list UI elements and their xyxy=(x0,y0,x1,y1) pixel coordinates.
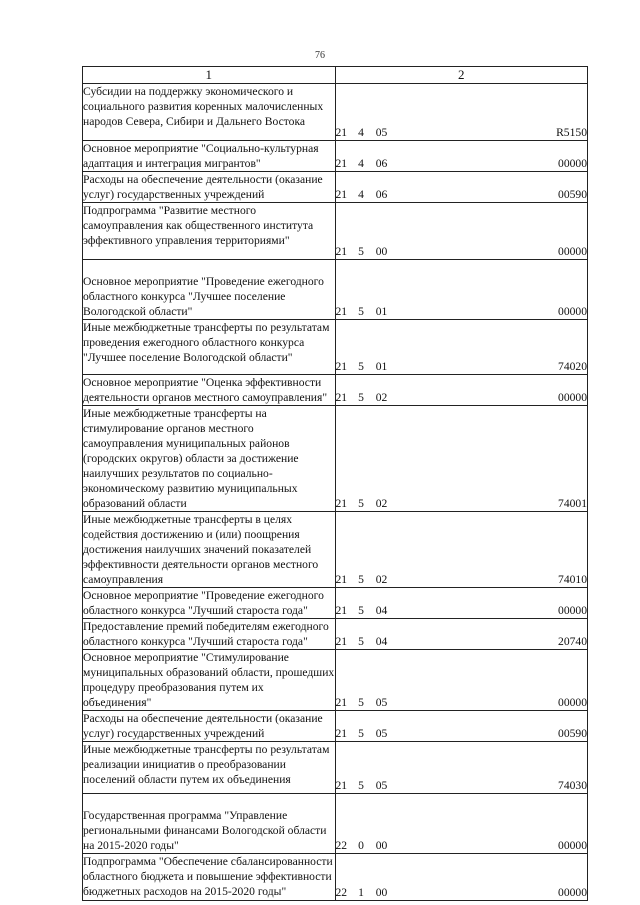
code-activity: 05 xyxy=(375,696,388,709)
table-row xyxy=(83,375,588,406)
row-codes xyxy=(335,794,588,854)
code-direction: 00000 xyxy=(558,391,587,404)
code-subprogram: 5 xyxy=(358,245,364,258)
code-direction: 00000 xyxy=(558,245,587,258)
code-group xyxy=(336,359,588,374)
code-direction: 00000 xyxy=(558,696,587,709)
code-activity: 01 xyxy=(375,305,388,318)
code-activity: 05 xyxy=(375,779,388,792)
code-subprogram: 5 xyxy=(358,696,364,709)
code-activity: 02 xyxy=(375,391,388,404)
code-program: 21 xyxy=(335,360,348,373)
code-direction: 00590 xyxy=(558,188,587,201)
code-direction: 74030 xyxy=(558,779,587,792)
code-program: 21 xyxy=(335,696,348,709)
table-row xyxy=(83,172,588,203)
code-direction: 74001 xyxy=(558,497,587,510)
code-group xyxy=(336,634,588,649)
row-codes xyxy=(335,588,588,619)
row-codes xyxy=(335,742,588,794)
code-program: 21 xyxy=(335,604,348,617)
code-program: 21 xyxy=(335,779,348,792)
code-direction: 74020 xyxy=(558,360,587,373)
code-subprogram: 5 xyxy=(358,779,364,792)
table-row xyxy=(83,141,588,172)
code-group xyxy=(336,244,588,259)
code-group xyxy=(336,695,588,710)
code-program: 21 xyxy=(335,727,348,740)
table-row xyxy=(83,854,588,901)
code-direction: 00590 xyxy=(558,727,587,740)
row-description: Основное мероприятие "Социально-культурная адаптация и интеграция мигрантов" xyxy=(83,141,336,172)
code-group xyxy=(336,572,588,587)
row-description: Субсидии на поддержку экономического и социального развития коренных малочисленных народов Севера, Сибири и Дальнего Востока xyxy=(83,84,336,141)
table-row xyxy=(83,320,588,375)
table-row xyxy=(83,84,588,141)
code-group xyxy=(336,778,588,793)
header-col-1: 1 xyxy=(83,67,336,84)
code-subprogram: 5 xyxy=(358,497,364,510)
row-codes xyxy=(335,650,588,711)
code-subprogram: 5 xyxy=(358,604,364,617)
row-codes xyxy=(335,203,588,260)
row-codes xyxy=(335,711,588,742)
table-row xyxy=(83,260,588,320)
code-group xyxy=(336,187,588,202)
code-subprogram: 4 xyxy=(358,126,364,139)
row-description: Основное мероприятие "Проведение ежегодного областного конкурса "Лучшее поселение Вологодской области" xyxy=(83,260,336,320)
row-codes xyxy=(335,141,588,172)
row-codes xyxy=(335,172,588,203)
row-codes xyxy=(335,320,588,375)
code-program: 21 xyxy=(335,391,348,404)
code-direction: 00000 xyxy=(558,157,587,170)
code-program: 22 xyxy=(335,886,348,899)
row-codes xyxy=(335,854,588,901)
code-activity: 02 xyxy=(375,497,388,510)
code-subprogram: 5 xyxy=(358,391,364,404)
code-group xyxy=(336,125,588,140)
row-description: Государственная программа "Управление региональными финансами Вологодской области на 2015-2020 годы" xyxy=(83,794,336,854)
code-subprogram: 5 xyxy=(358,360,364,373)
row-description: Иные межбюджетные трансферты по результатам реализации инициатив о преобразовании поселений области путем их объединения xyxy=(83,742,336,794)
code-program: 21 xyxy=(335,497,348,510)
code-group xyxy=(336,726,588,741)
code-direction: 74010 xyxy=(558,573,587,586)
row-codes xyxy=(335,84,588,141)
row-codes xyxy=(335,512,588,588)
code-subprogram: 5 xyxy=(358,727,364,740)
row-description: Иные межбюджетные трансферты на стимулирование органов местного самоуправления муниципальных районов (городских округов) области за достижение наилучших результатов по социально-экономическому развитию муниципальных образований области xyxy=(83,406,336,512)
table-row xyxy=(83,512,588,588)
table-row xyxy=(83,588,588,619)
row-description: Предоставление премий победителям ежегодного областного конкурса "Лучший староста года" xyxy=(83,619,336,650)
row-description: Подпрограмма "Развитие местного самоуправления как общественного института эффективного управления территориями" xyxy=(83,203,336,260)
code-program: 21 xyxy=(335,245,348,258)
table-row xyxy=(83,794,588,854)
row-codes xyxy=(335,375,588,406)
code-group xyxy=(336,304,588,319)
table-row xyxy=(83,619,588,650)
row-description: Подпрограмма "Обеспечение сбалансированности областного бюджета и повышение эффективности бюджетных расходов на 2015-2020 годы" xyxy=(83,854,336,901)
table-row xyxy=(83,742,588,794)
code-activity: 05 xyxy=(375,126,388,139)
code-direction: R5150 xyxy=(556,126,587,139)
table-row xyxy=(83,203,588,260)
table-body xyxy=(83,84,588,901)
code-program: 21 xyxy=(335,126,348,139)
code-activity: 05 xyxy=(375,727,388,740)
code-program: 22 xyxy=(335,839,348,852)
code-subprogram: 5 xyxy=(358,635,364,648)
row-description: Расходы на обеспечение деятельности (оказание услуг) государственных учреждений xyxy=(83,172,336,203)
row-description: Иные межбюджетные трансферты по результатам проведения ежегодного областного конкурса "Лучшее поселение Вологодской области" xyxy=(83,320,336,375)
code-subprogram: 5 xyxy=(358,573,364,586)
code-group xyxy=(336,496,588,511)
row-codes xyxy=(335,406,588,512)
code-direction: 20740 xyxy=(558,635,587,648)
page-number: 76 xyxy=(315,50,325,61)
row-codes xyxy=(335,619,588,650)
budget-classification-table xyxy=(82,66,588,901)
code-activity: 00 xyxy=(375,839,388,852)
row-codes xyxy=(335,260,588,320)
code-program: 21 xyxy=(335,573,348,586)
code-direction: 00000 xyxy=(558,604,587,617)
code-program: 21 xyxy=(335,157,348,170)
code-program: 21 xyxy=(335,305,348,318)
code-activity: 02 xyxy=(375,573,388,586)
code-group xyxy=(336,156,588,171)
code-subprogram: 4 xyxy=(358,157,364,170)
row-description: Расходы на обеспечение деятельности (оказание услуг) государственных учреждений xyxy=(83,711,336,742)
code-direction: 00000 xyxy=(558,839,587,852)
row-description: Основное мероприятие "Проведение ежегодного областного конкурса "Лучший староста года" xyxy=(83,588,336,619)
code-subprogram: 1 xyxy=(358,886,364,899)
row-description: Иные межбюджетные трансферты в целях содействия достижению и (или) поощрения достижения наилучших значений показателей эффективности деятельности органов местного самоуправления xyxy=(83,512,336,588)
table-row xyxy=(83,406,588,512)
code-subprogram: 5 xyxy=(358,305,364,318)
table-header-row xyxy=(83,67,588,84)
code-program: 21 xyxy=(335,635,348,648)
code-direction: 00000 xyxy=(558,886,587,899)
code-activity: 00 xyxy=(375,245,388,258)
header-col-2: 2 xyxy=(335,67,588,84)
code-activity: 06 xyxy=(375,157,388,170)
code-activity: 06 xyxy=(375,188,388,201)
code-activity: 04 xyxy=(375,604,388,617)
row-description: Основное мероприятие "Стимулирование муниципальных образований области, прошедших процедуру преобразования путем их объединения" xyxy=(83,651,335,709)
code-activity: 00 xyxy=(375,886,388,899)
table-row xyxy=(83,650,588,711)
row-description: Основное мероприятие "Оценка эффективности деятельности органов местного самоуправления" xyxy=(83,375,336,406)
table-row xyxy=(83,711,588,742)
code-direction: 00000 xyxy=(558,305,587,318)
code-group xyxy=(336,603,588,618)
code-activity: 01 xyxy=(375,360,388,373)
code-program: 21 xyxy=(335,188,348,201)
code-group xyxy=(336,885,588,900)
code-activity: 04 xyxy=(375,635,388,648)
code-subprogram: 4 xyxy=(358,188,364,201)
code-group xyxy=(336,390,588,405)
code-group xyxy=(336,838,588,853)
code-subprogram: 0 xyxy=(358,839,364,852)
